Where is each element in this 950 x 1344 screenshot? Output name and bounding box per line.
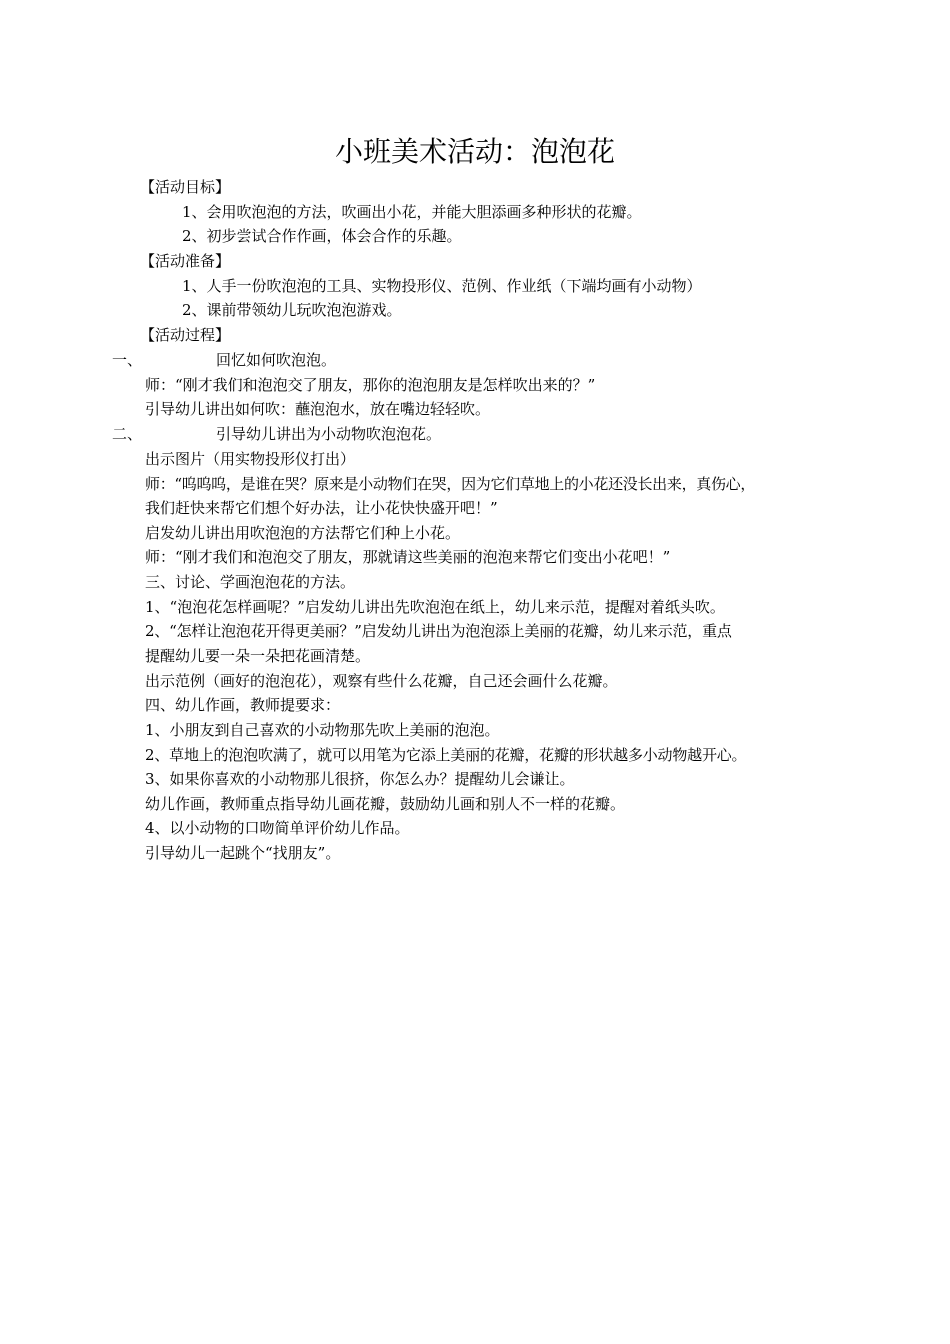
step-line: 四、幼儿作画，教师提要求： xyxy=(145,696,341,714)
step-line: 我们赶快来帮它们想个好办法，让小花快快盛开吧！” xyxy=(145,499,498,517)
step-number: 二、 xyxy=(112,425,143,443)
prep-heading: 【活动准备】 xyxy=(140,252,231,270)
step-line: 3、如果你喜欢的小动物那儿很挤，你怎么办？提醒幼儿会谦让。 xyxy=(145,770,575,788)
step-line: 师：“刚才我们和泡泡交了朋友，那你的泡泡朋友是怎样吹出来的？” xyxy=(145,376,596,394)
step-line: 出示范例（画好的泡泡花），观察有些什么花瓣，自己还会画什么花瓣。 xyxy=(145,672,618,690)
step-line: 1、小朋友到自己喜欢的小动物那先吹上美丽的泡泡。 xyxy=(145,721,500,739)
step-line: 2、草地上的泡泡吹满了，就可以用笔为它添上美丽的花瓣，花瓣的形状越多小动物越开心。 xyxy=(145,746,747,764)
step-line: 1、“泡泡花怎样画呢？”启发幼儿讲出先吹泡泡在纸上，幼儿来示范，提醒对着纸头吹。 xyxy=(145,598,725,616)
step-line: 师：“刚才我们和泡泡交了朋友，那就请这些美丽的泡泡来帮它们变出小花吧！” xyxy=(145,548,671,566)
prep-item: 1、人手一份吹泡泡的工具、实物投形仪、范例、作业纸（下端均画有小动物） xyxy=(182,277,702,295)
step-line: 师：“呜呜呜，是谁在哭？原来是小动物们在哭，因为它们草地上的小花还没长出来，真伤心， xyxy=(145,475,756,493)
step-line: 三、讨论、学画泡泡花的方法。 xyxy=(145,573,356,591)
step-line: 引导幼儿一起跳个“找朋友”。 xyxy=(145,844,341,862)
goal-item: 1、会用吹泡泡的方法，吹画出小花，并能大胆添画多种形状的花瓣。 xyxy=(182,203,642,221)
goals-heading: 【活动目标】 xyxy=(140,178,231,196)
goal-item: 2、初步尝试合作作画，体会合作的乐趣。 xyxy=(182,227,462,245)
step-line: 幼儿作画，教师重点指导幼儿画花瓣，鼓励幼儿画和别人不一样的花瓣。 xyxy=(145,795,626,813)
prep-item: 2、课前带领幼儿玩吹泡泡游戏。 xyxy=(182,301,402,319)
step-line: 2、“怎样让泡泡花开得更美丽？”启发幼儿讲出为泡泡添上美丽的花瓣，幼儿来示范，重点 xyxy=(145,622,732,640)
step-line: 引导幼儿讲出如何吹：蘸泡泡水，放在嘴边轻轻吹。 xyxy=(145,400,491,418)
document-title: 小班美术活动：泡泡花 xyxy=(334,135,615,168)
step-line: 启发幼儿讲出用吹泡泡的方法帮它们种上小花。 xyxy=(145,524,461,542)
step-line: 4、以小动物的口吻简单评价幼儿作品。 xyxy=(145,819,410,837)
step-title: 回忆如何吹泡泡。 xyxy=(216,351,337,369)
step-line: 提醒幼儿要一朵一朵把花画清楚。 xyxy=(145,647,371,665)
step-line: 出示图片（用实物投形仪打出） xyxy=(145,450,356,468)
step-title: 引导幼儿讲出为小动物吹泡泡花。 xyxy=(216,425,442,443)
step-number: 一、 xyxy=(112,351,143,369)
process-heading: 【活动过程】 xyxy=(140,326,231,344)
